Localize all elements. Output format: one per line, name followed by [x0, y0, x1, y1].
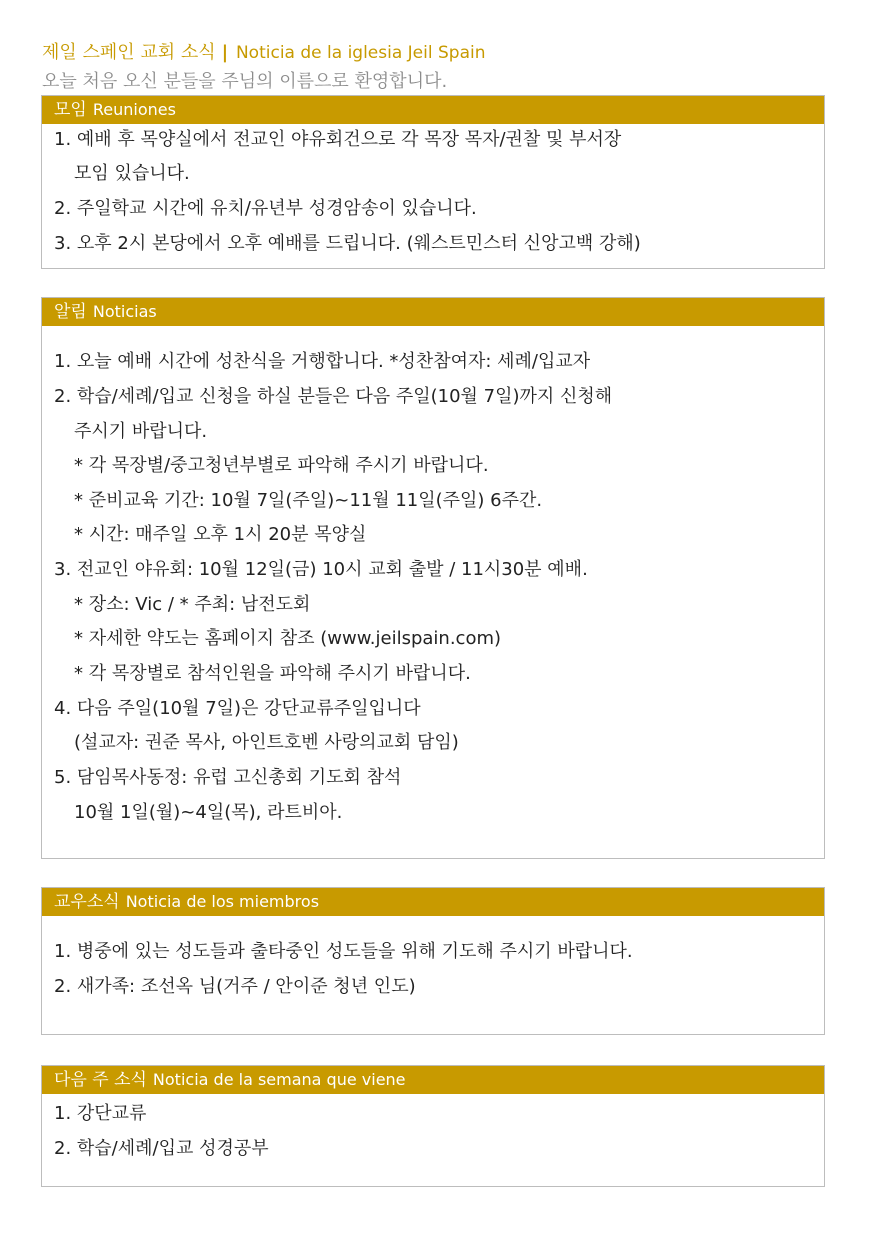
- welcome-message: 오늘 처음 오신 분들을 주님의 이름으로 환영합니다.: [42, 71, 448, 92]
- list-item: 1. 강단교류: [54, 1103, 147, 1124]
- section-miembros: [41, 887, 825, 1035]
- list-item: 3. 전교인 야유회: 10월 12일(금) 10시 교회 출발 / 11시30분 예배.: [54, 559, 588, 580]
- section-reuniones: [41, 95, 825, 269]
- list-item: 2. 주일학교 시간에 유치/유년부 성경암송이 있습니다.: [54, 198, 477, 219]
- list-item: 1. 오늘 예배 시간에 성찬식을 거행합니다. *성찬참여자: 세례/입교자: [54, 351, 591, 372]
- section-title-spanish: Noticias: [92, 302, 157, 321]
- list-item: * 장소: Vic / * 주최: 남전도회: [74, 594, 311, 615]
- page-title-korean: 제일 스페인 교회 소식: [42, 42, 216, 63]
- section-header: [42, 888, 824, 916]
- section-noticias: [41, 297, 825, 859]
- page-title: [42, 38, 485, 64]
- title-separator: |: [221, 42, 229, 63]
- list-item: 2. 학습/세례/입교 신청을 하실 분들은 다음 주일(10월 7일)까지 신청해: [54, 386, 613, 407]
- list-item: 모임 있습니다.: [74, 163, 190, 184]
- list-item: 1. 병중에 있는 성도들과 출타중인 성도들을 위해 기도해 주시기 바랍니다.: [54, 941, 633, 962]
- section-title-korean: 알림: [54, 302, 87, 322]
- section-title-korean: 다음 주 소식: [54, 1070, 147, 1090]
- section-title-spanish: Reuniones: [92, 100, 176, 119]
- section-header: [42, 1066, 824, 1094]
- list-item: 10월 1일(월)~4일(목), 라트비아.: [74, 802, 343, 823]
- list-item: 3. 오후 2시 본당에서 오후 예배를 드립니다. (웨스트민스터 신앙고백 강해): [54, 233, 641, 254]
- list-item: 1. 예배 후 목양실에서 전교인 야유회건으로 각 목장 목자/권찰 및 부서장: [54, 129, 622, 150]
- page-title-spanish: Noticia de la iglesia Jeil Spain: [235, 43, 486, 63]
- list-item: 2. 학습/세례/입교 성경공부: [54, 1138, 269, 1159]
- section-semana: [41, 1065, 825, 1187]
- section-title-spanish: Noticia de los miembros: [125, 892, 320, 911]
- section-header: [42, 298, 824, 326]
- section-title-spanish: Noticia de la semana que viene: [152, 1070, 406, 1089]
- list-item: * 각 목장별로 참석인원을 파악해 주시기 바랍니다.: [74, 663, 471, 684]
- section-header: [42, 96, 824, 124]
- list-item: * 준비교육 기간: 10월 7일(주일)~11월 11일(주일) 6주간.: [74, 490, 543, 511]
- section-title-korean: 모임: [54, 100, 87, 120]
- list-item: (설교자: 권준 목사, 아인트호벤 사랑의교회 담임): [74, 732, 459, 753]
- list-item: 주시기 바랍니다.: [74, 421, 208, 442]
- list-item: 2. 새가족: 조선옥 님(거주 / 안이준 청년 인도): [54, 976, 416, 997]
- list-item: * 자세한 약도는 홈페이지 참조 (www.jeilspain.com): [74, 628, 502, 649]
- list-item: 4. 다음 주일(10월 7일)은 강단교류주일입니다: [54, 698, 421, 719]
- list-item: * 각 목장별/중고청년부별로 파악해 주시기 바랍니다.: [74, 455, 489, 476]
- list-item: * 시간: 매주일 오후 1시 20분 목양실: [74, 524, 367, 545]
- list-item: 5. 담임목사동정: 유럽 고신총회 기도회 참석: [54, 767, 402, 788]
- section-title-korean: 교우소식: [54, 892, 120, 912]
